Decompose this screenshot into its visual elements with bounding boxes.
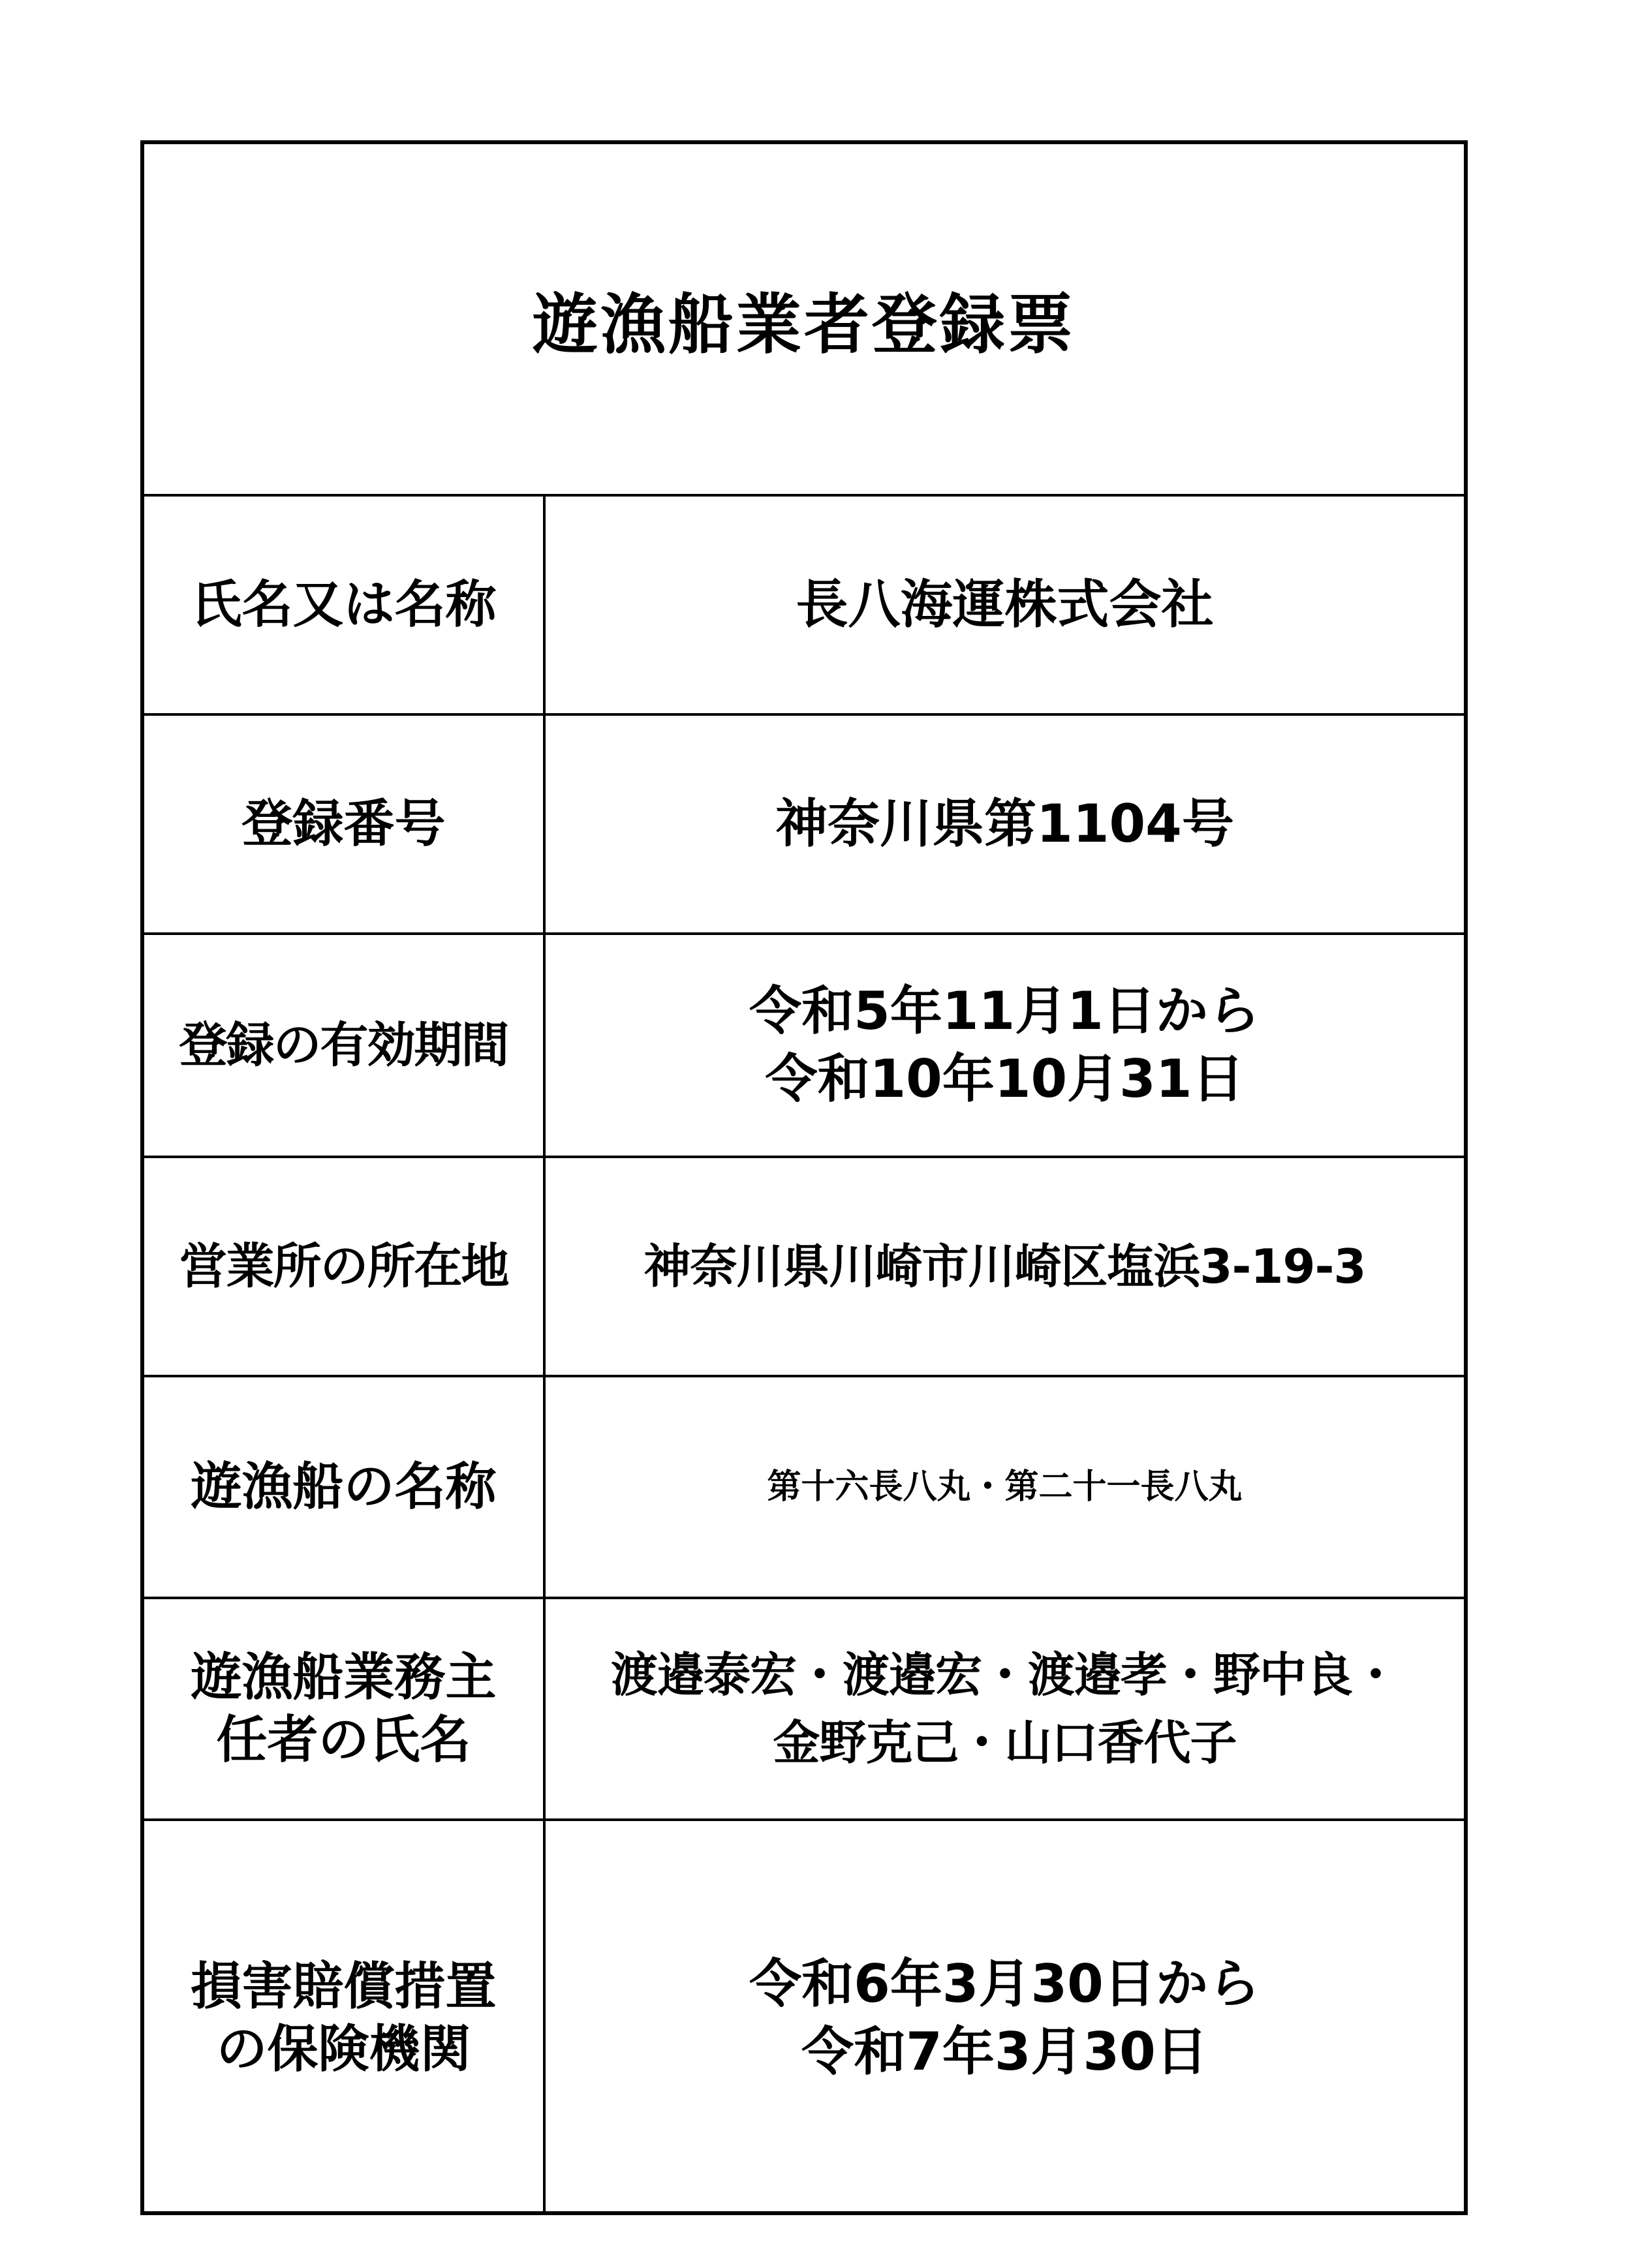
label-insurance-line-2: の保険機関: [216, 2020, 471, 2079]
document-title: 遊漁船業者登録票: [533, 286, 1076, 363]
label-insurance-line-1: 損害賠償措置: [191, 1957, 497, 2016]
title-cell: [144, 144, 1464, 497]
value-validity-period-line-2: 令和10年10月31日: [765, 1049, 1245, 1109]
row-registration-number: [144, 716, 1464, 935]
value-office-location: [546, 1158, 1464, 1375]
label-registration-number-text: 登録番号: [241, 795, 446, 853]
label-business-managers-line-2: 任者の氏名: [216, 1711, 471, 1770]
value-validity-period: [546, 935, 1464, 1156]
value-insurance-line-1: 令和6年3月30日から: [749, 1954, 1260, 2014]
label-validity-period-text: 登録の有効期間: [179, 1017, 508, 1073]
label-business-managers-line-1: 遊漁船業務主: [191, 1648, 497, 1707]
label-name: [144, 497, 543, 713]
value-vessel-names: [546, 1377, 1464, 1597]
row-name: [144, 497, 1464, 716]
row-business-managers: [144, 1599, 1464, 1821]
label-name-text: 氏名又は名称: [191, 575, 497, 634]
value-name: [546, 497, 1464, 713]
value-registration-number-text: 神奈川県第1104号: [775, 793, 1234, 854]
value-registration-number: [546, 716, 1464, 932]
label-office-location: [144, 1158, 543, 1375]
value-validity-period-line-1: 令和5年11月1日から: [749, 981, 1260, 1041]
row-validity-period: [144, 935, 1464, 1158]
row-office-location: [144, 1158, 1464, 1377]
row-vessel-names: [144, 1377, 1464, 1599]
value-vessel-names-text: 第十六長八丸・第二十一長八丸: [767, 1467, 1243, 1507]
label-vessel-names: [144, 1377, 543, 1597]
value-business-managers-line-2: 金野克己・山口香代子: [773, 1715, 1237, 1770]
value-office-location-text: 神奈川県川崎市川崎区塩浜3-19-3: [643, 1239, 1366, 1294]
value-business-managers: [546, 1599, 1464, 1818]
label-vessel-names-text: 遊漁船の名称: [191, 1458, 497, 1516]
label-registration-number: [144, 716, 543, 932]
label-business-managers: [144, 1599, 543, 1818]
label-validity-period: [144, 935, 543, 1156]
label-office-location-text: 営業所の所在地: [179, 1238, 508, 1295]
value-business-managers-line-1: 渡邉泰宏・渡邉宏・渡邉孝・野中良・: [610, 1647, 1399, 1702]
value-name-text: 長八海運株式会社: [796, 574, 1214, 635]
value-insurance-line-2: 令和7年3月30日: [801, 2021, 1208, 2082]
insurance-wrapper: [144, 1817, 1464, 2219]
